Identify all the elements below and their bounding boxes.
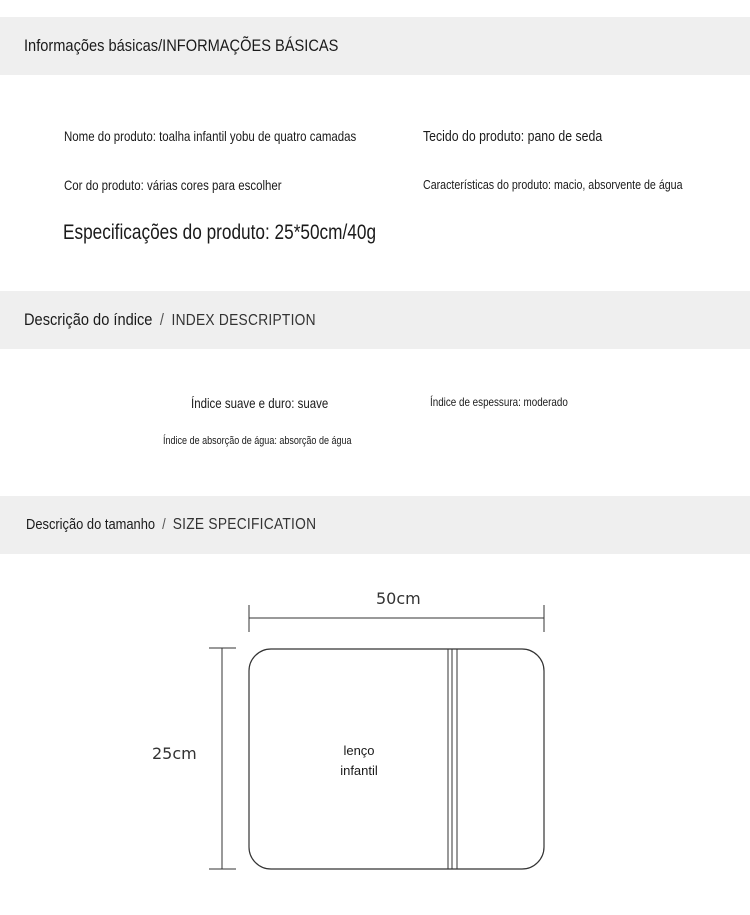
size-title: Descrição do tamanho xyxy=(26,516,156,533)
product-color: Cor do produto: várias cores para escolher xyxy=(64,177,282,193)
size-subtitle: SIZE SPECIFICATION xyxy=(172,516,317,533)
thickness-index: Índice de espessura: moderado xyxy=(430,395,568,409)
product-name: Nome do produto: toalha infantil yobu de quatro camadas xyxy=(64,128,357,144)
basic-info-title: Informações básicas/INFORMAÇÕES BÁSICAS xyxy=(24,36,339,55)
index-separator: / xyxy=(159,310,164,329)
softness-index: Índice suave e duro: suave xyxy=(191,395,329,411)
towel-label xyxy=(319,741,399,781)
width-label: 50cm xyxy=(376,589,421,608)
absorption-index: Índice de absorção de água: absorção de água xyxy=(163,435,352,447)
towel-label-line2: infantil xyxy=(340,763,378,778)
product-specs: Especificações do produto: 25*50cm/40g xyxy=(63,221,377,244)
product-features: Características do produto: macio, absorvente de água xyxy=(423,177,683,192)
towel-label-line1: lenço xyxy=(343,743,375,758)
index-title: Descrição do índice xyxy=(24,310,153,329)
size-separator: / xyxy=(162,516,166,533)
index-subtitle: INDEX DESCRIPTION xyxy=(171,312,316,329)
product-fabric: Tecido do produto: pano de seda xyxy=(423,128,603,145)
height-label: 25cm xyxy=(152,744,197,763)
